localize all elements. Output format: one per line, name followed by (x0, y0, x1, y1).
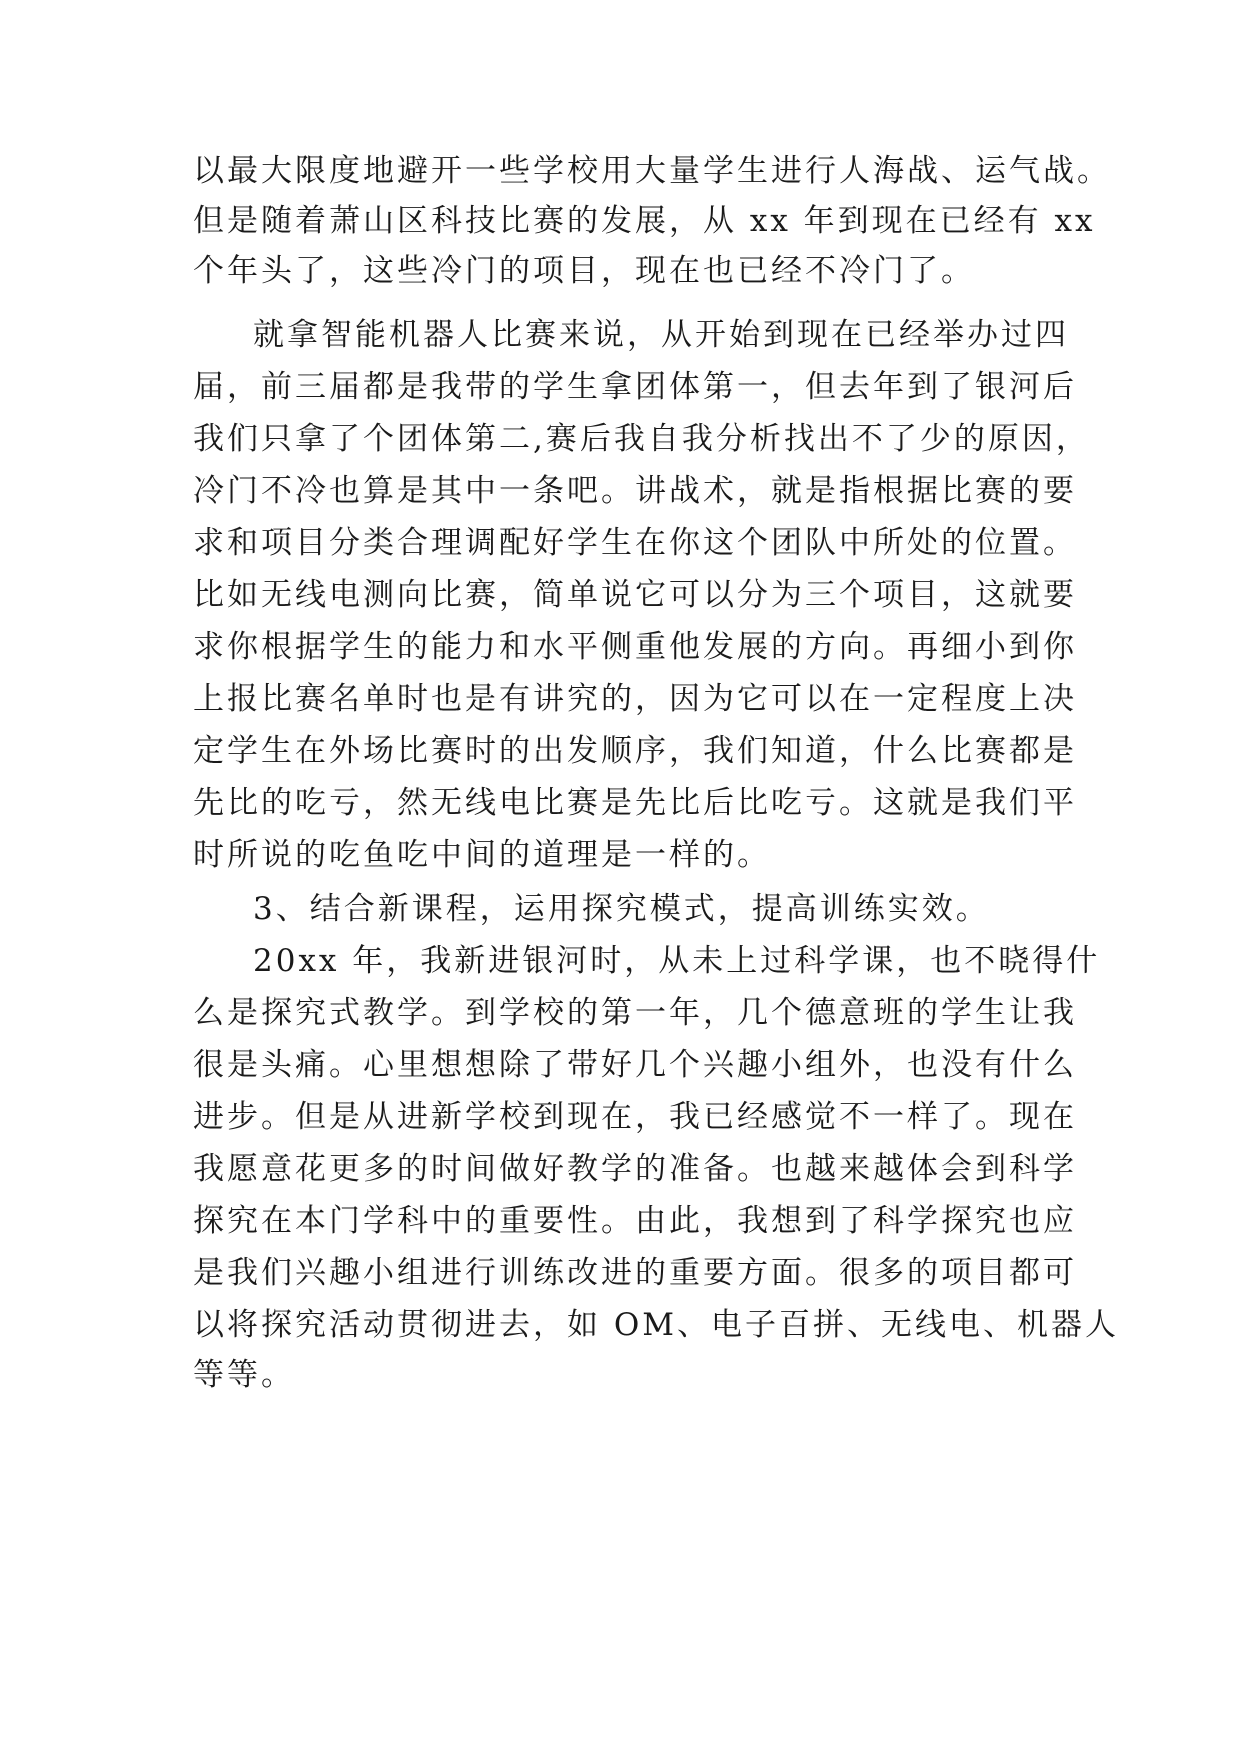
paragraph-line: 以最大限度地避开一些学校用大量学生进行人海战、运气战。 (193, 153, 1111, 189)
paragraph-line: 我愿意花更多的时间做好教学的准备。也越来越体会到科学 (193, 1151, 1077, 1187)
paragraph-line: 很是头痛。心里想想除了带好几个兴趣小组外，也没有什么 (193, 1047, 1077, 1083)
paragraph-line: 个年头了，这些冷门的项目，现在也已经不冷门了。 (193, 253, 975, 289)
paragraph-line: 等等。 (193, 1357, 295, 1393)
paragraph-line: 我们只拿了个团体第二,赛后我自我分析找出不了少的原因， (193, 421, 1090, 457)
paragraph-line: 但是随着萧山区科技比赛的发展，从 xx 年到现在已经有 xx (193, 203, 1096, 239)
paragraph-line: 是我们兴趣小组进行训练改进的重要方面。很多的项目都可 (193, 1255, 1077, 1291)
paragraph-line: 比如无线电测向比赛，简单说它可以分为三个项目，这就要 (193, 577, 1077, 613)
paragraph-line: 进步。但是从进新学校到现在，我已经感觉不一样了。现在 (193, 1099, 1077, 1135)
paragraph-line: 就拿智能机器人比赛来说，从开始到现在已经举办过四 (253, 317, 1069, 353)
paragraph-line: 求你根据学生的能力和水平侧重他发展的方向。再细小到你 (193, 629, 1077, 665)
section-heading: 3、结合新课程，运用探究模式，提高训练实效。 (253, 891, 990, 927)
paragraph-line: 冷门不冷也算是其中一条吧。讲战术，就是指根据比赛的要 (193, 473, 1077, 509)
paragraph-line: 求和项目分类合理调配好学生在你这个团队中所处的位置。 (193, 525, 1077, 561)
paragraph-line: 先比的吃亏，然无线电比赛是先比后比吃亏。这就是我们平 (193, 785, 1077, 821)
paragraph-line: 定学生在外场比赛时的出发顺序，我们知道，什么比赛都是 (193, 733, 1077, 769)
paragraph-line: 20xx 年，我新进银河时，从未上过科学课，也不晓得什 (253, 943, 1101, 979)
paragraph-line: 届，前三届都是我带的学生拿团体第一，但去年到了银河后 (193, 369, 1077, 405)
paragraph-line: 上报比赛名单时也是有讲究的，因为它可以在一定程度上决 (193, 681, 1077, 717)
paragraph-line: 以将探究活动贯彻进去，如 OM、电子百拼、无线电、机器人 (193, 1307, 1120, 1343)
paragraph-line: 探究在本门学科中的重要性。由此，我想到了科学探究也应 (193, 1203, 1077, 1239)
paragraph-line: 时所说的吃鱼吃中间的道理是一样的。 (193, 837, 771, 873)
paragraph-line: 么是探究式教学。到学校的第一年，几个德意班的学生让我 (193, 995, 1077, 1031)
